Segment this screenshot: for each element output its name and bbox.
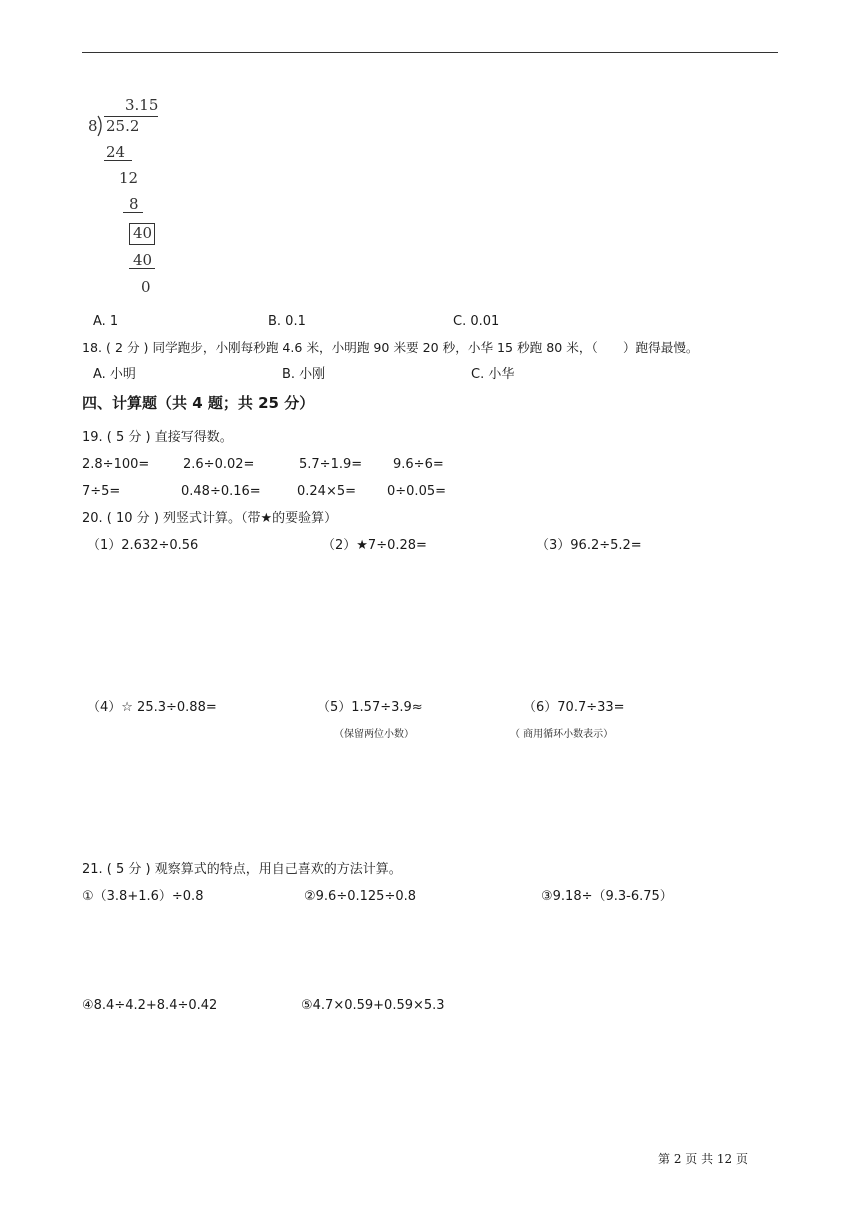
q20-item-1: （1）2.632÷0.56 — [87, 538, 199, 553]
q21-item-3: ③9.18÷（9.3-6.75） — [541, 889, 673, 904]
dividend: 25.2 — [106, 117, 140, 135]
step-5-line — [129, 268, 155, 269]
step-1: 24 — [106, 143, 126, 161]
q21-item-1: ①（3.8+1.6）÷0.8 — [82, 889, 204, 904]
q19-text: 19. ( 5 分 ) 直接写得数。 — [82, 430, 233, 445]
page-footer: 第 2 页 共 12 页 — [658, 1152, 748, 1166]
q21-item-4: ④8.4÷4.2+8.4÷0.42 — [82, 998, 218, 1013]
q20-item-4: （4）☆ 25.3÷0.88= — [87, 700, 217, 715]
step-1-line — [104, 160, 132, 161]
q20-item-6: （6）70.7÷33= — [523, 700, 625, 715]
step-5: 40 — [133, 251, 153, 269]
q17-option-a: A. 1 — [93, 314, 119, 329]
step-3: 8 — [129, 195, 139, 213]
q18-text: 18. ( 2 分 ) 同学跑步，小刚每秒跑 4.6 米，小明跑 90 米要 20 秒，小华 15 秒跑 80 米，（ ）跑得最慢。 — [82, 340, 699, 355]
q21-text: 21. ( 5 分 ) 观察算式的特点，用自己喜欢的方法计算。 — [82, 862, 402, 877]
q21-item-2: ②9.6÷0.125÷0.8 — [304, 889, 417, 904]
step-4: 40 — [133, 224, 153, 242]
q20-note-6: （ 商用循环小数表示） — [510, 729, 614, 740]
q18-option-c: C. 小华 — [471, 367, 515, 382]
q19-r2-c1: 7÷5= — [82, 484, 121, 499]
q20-item-2: （2）★7÷0.28= — [322, 538, 427, 553]
q17-option-c: C. 0.01 — [453, 314, 500, 329]
q18-option-a: A. 小明 — [93, 367, 136, 382]
q19-r2-c3: 0.24×5= — [297, 484, 357, 499]
step-6: 0 — [141, 278, 151, 296]
section-4-title: 四、计算题（共 4 题；共 25 分） — [82, 394, 315, 412]
q21-item-5: ⑤4.7×0.59+0.59×5.3 — [301, 998, 445, 1013]
step-2: 12 — [119, 169, 139, 187]
q20-text: 20. ( 10 分 ) 列竖式计算。（带★的要验算） — [82, 511, 338, 526]
q19-r2-c2: 0.48÷0.16= — [181, 484, 261, 499]
q20-item-5: （5）1.57÷3.9≈ — [317, 700, 423, 715]
q18-option-b: B. 小刚 — [282, 367, 326, 382]
q20-item-3: （3）96.2÷5.2= — [536, 538, 642, 553]
q20-note-5: （保留两位小数） — [334, 729, 414, 740]
divisor: 8 — [88, 117, 98, 135]
q19-r1-c2: 2.6÷0.02= — [183, 457, 255, 472]
q17-option-b: B. 0.1 — [268, 314, 306, 329]
q19-r1-c1: 2.8÷100= — [82, 457, 150, 472]
q19-r1-c4: 9.6÷6= — [393, 457, 444, 472]
q19-r2-c4: 0÷0.05= — [387, 484, 447, 499]
header-rule — [82, 52, 778, 53]
quotient: 3.15 — [125, 96, 159, 114]
q19-r1-c3: 5.7÷1.9= — [299, 457, 363, 472]
step-3-line — [123, 212, 143, 213]
division-bracket — [96, 115, 106, 137]
